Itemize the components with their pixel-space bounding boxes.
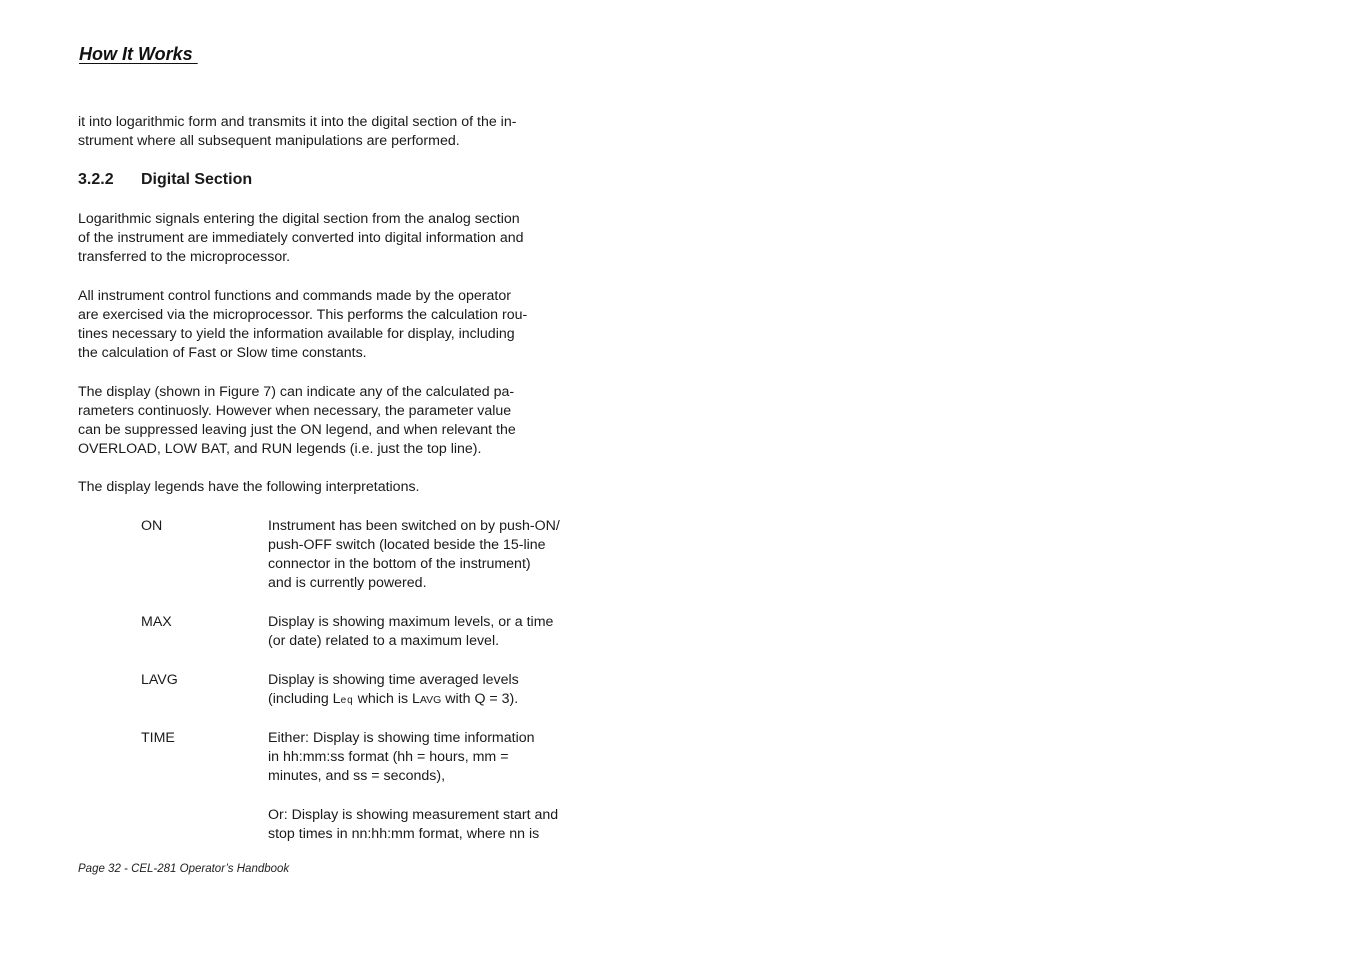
- legend-desc-time-either: [268, 729, 628, 786]
- legend-term-lavg: LAVG: [141, 672, 178, 688]
- text-line: (or date) related to a maximum level.: [268, 633, 500, 649]
- section-number: 3.2.2: [78, 171, 114, 188]
- legend-desc-lavg: [268, 671, 628, 710]
- text-line: connector in the bottom of the instrument): [268, 556, 531, 572]
- subscript-eq: eq: [340, 695, 354, 706]
- smallcaps-avg: AVG: [419, 694, 442, 706]
- text-line: The display (shown in Figure 7) can indicate any of the calculated pa-: [78, 384, 515, 400]
- text-line: and is currently powered.: [268, 575, 427, 591]
- text-line: can be suppressed leaving just the ON legend, and when relevant the: [78, 422, 516, 438]
- legend-desc-on: [268, 517, 628, 593]
- text-line: OVERLOAD, LOW BAT, and RUN legends (i.e. just the top line).: [78, 441, 482, 457]
- text-line: push-OFF switch (located beside the 15-line: [268, 537, 546, 553]
- legend-desc-time-or: [268, 806, 628, 844]
- page-header-title: How It Works: [79, 44, 198, 64]
- paragraph-display: [78, 383, 618, 459]
- text-line: of the instrument are immediately converted into digital information and: [78, 230, 524, 246]
- paragraph-control-functions: [78, 287, 618, 363]
- text-line: in hh:mm:ss format (hh = hours, mm =: [268, 749, 509, 765]
- text-line: Instrument has been switched on by push-ON/: [268, 518, 560, 534]
- intro-paragraph: [78, 113, 618, 151]
- text-line: All instrument control functions and commands made by the operator: [78, 288, 511, 304]
- text-line: strument where all subsequent manipulations are performed.: [78, 133, 460, 149]
- text-line: transferred to the microprocessor.: [78, 249, 291, 265]
- text-line: Logarithmic signals entering the digital section from the analog section: [78, 211, 520, 227]
- text-line: Either: Display is showing time information: [268, 730, 535, 746]
- text-line: [268, 690, 628, 710]
- text-line: Or: Display is showing measurement start and: [268, 807, 559, 823]
- text-line: the calculation of Fast or Slow time constants.: [78, 345, 367, 361]
- text-line: Display is showing maximum levels, or a time: [268, 614, 554, 630]
- paragraph-digital-intro: [78, 210, 618, 267]
- page-footer: Page 32 - CEL-281 Operator’s Handbook: [78, 863, 290, 875]
- legend-desc-max: [268, 613, 628, 651]
- text-fragment: (including L: [268, 691, 341, 707]
- text-fragment: which is L: [353, 691, 420, 707]
- legend-term-time: TIME: [141, 730, 175, 746]
- text-line: minutes, and ss = seconds),: [268, 768, 446, 784]
- text-line: Display is showing time averaged levels: [268, 672, 519, 688]
- legend-term-max: MAX: [141, 614, 172, 630]
- paragraph-legends-intro: [78, 478, 618, 497]
- section-heading: [78, 171, 252, 189]
- text-line: are exercised via the microprocessor. This performs the calculation rou-: [78, 307, 528, 323]
- section-title: Digital Section: [141, 171, 253, 188]
- text-fragment: with Q = 3).: [441, 691, 519, 707]
- text-line: rameters continuosly. However when necessary, the parameter value: [78, 403, 512, 419]
- text-line: it into logarithmic form and transmits it into the digital section of the in-: [78, 114, 517, 130]
- text-line: stop times in nn:hh:mm format, where nn is: [268, 826, 540, 842]
- legend-term-on: ON: [141, 518, 163, 534]
- text-line: tines necessary to yield the information available for display, including: [78, 326, 515, 342]
- text-line: The display legends have the following interpretations.: [78, 479, 420, 495]
